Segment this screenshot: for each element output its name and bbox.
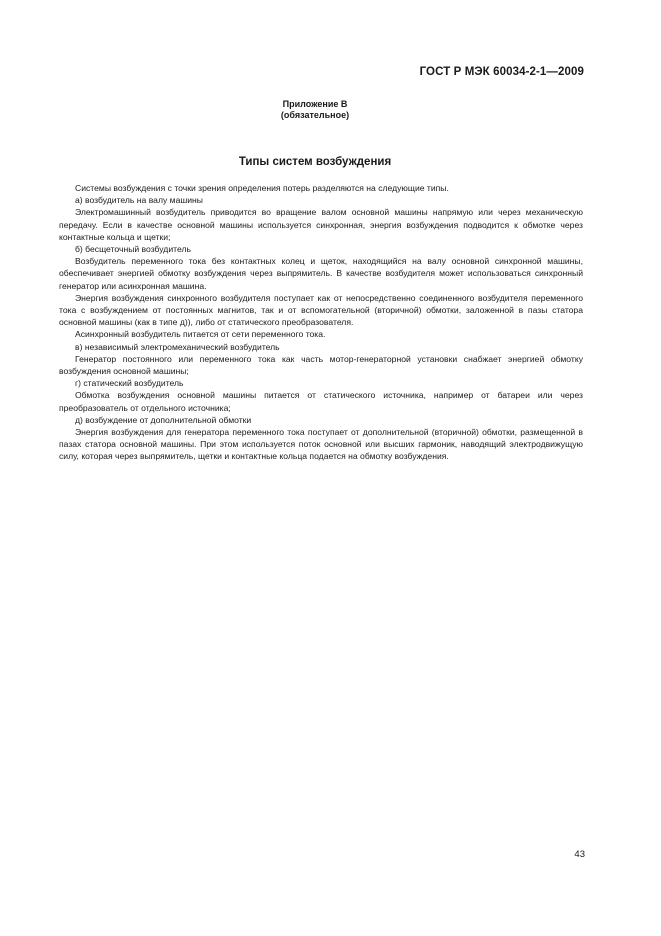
annex-label: Приложение В	[282, 99, 348, 109]
document-code: ГОСТ Р МЭК 60034-2-1—2009	[419, 66, 584, 78]
paragraph: Системы возбуждения с точки зрения определения потерь разделяются на следующие типы.	[75, 183, 449, 193]
annex-status: (обязательное)	[280, 110, 350, 120]
list-item-heading: а) возбудитель на валу машины	[75, 195, 203, 206]
annex-heading	[0, 99, 630, 121]
paragraph: Энергия возбуждения для генератора переменного тока поступает от дополнительной (вторичной) обмотки, размещенной в пазах статора основной машины. При этом используется поток основной или высших гармоник, наводящий электродвижущую силу, которая через выпрямитель, щетки и контактные кольца подается на обмотку возбуждения.	[59, 427, 583, 462]
list-item-heading: д) возбуждение от дополнительной обмотки	[75, 414, 252, 425]
paragraph: Асинхронный возбудитель питается от сети переменного тока.	[75, 329, 326, 340]
body-text	[59, 182, 583, 463]
paragraph: Обмотка возбуждения основной машины питается от статического источника, например от батареи или через преобразователь от отдельного источника;	[59, 390, 583, 413]
page-number: 43	[574, 849, 585, 860]
paragraph: Энергия возбуждения синхронного возбудителя поступает как от непосредственно соединенного возбудителя переменного тока с возбуждением от постоянных магнитов, так и от вспомогательной (вторичной) обмотки, заложенной в пазы статора основной машины (как в типе д)), либо от статического преобразователя.	[59, 292, 583, 328]
section-title: Типы систем возбуждения	[238, 156, 392, 168]
list-item-heading: б) бесщеточный возбудитель	[75, 244, 191, 255]
list-item-heading: г) статический возбудитель	[75, 378, 184, 389]
list-item-heading: в) независимый электромеханический возбудитель	[75, 341, 280, 352]
paragraph: Возбудитель переменного тока без контактных колец и щеток, находящийся на валу основной синхронной машины, обеспечивает энергией обмотку возбуждения через выпрямитель. В качестве возбудителя может использоваться синхронный генератор или асинхронная машина.	[59, 256, 583, 291]
paragraph: Электромашинный возбудитель приводится во вращение валом основной машины напрямую или через механическую передачу. Если в качестве основной машины используется синхронная, энергия возбуждения подводится к обмотке через контактные кольца и щетки;	[59, 207, 583, 242]
paragraph: Генератор постоянного или переменного тока как часть мотор-генераторной установки снабжает энергией обмотку возбуждения основной машины;	[59, 353, 583, 377]
